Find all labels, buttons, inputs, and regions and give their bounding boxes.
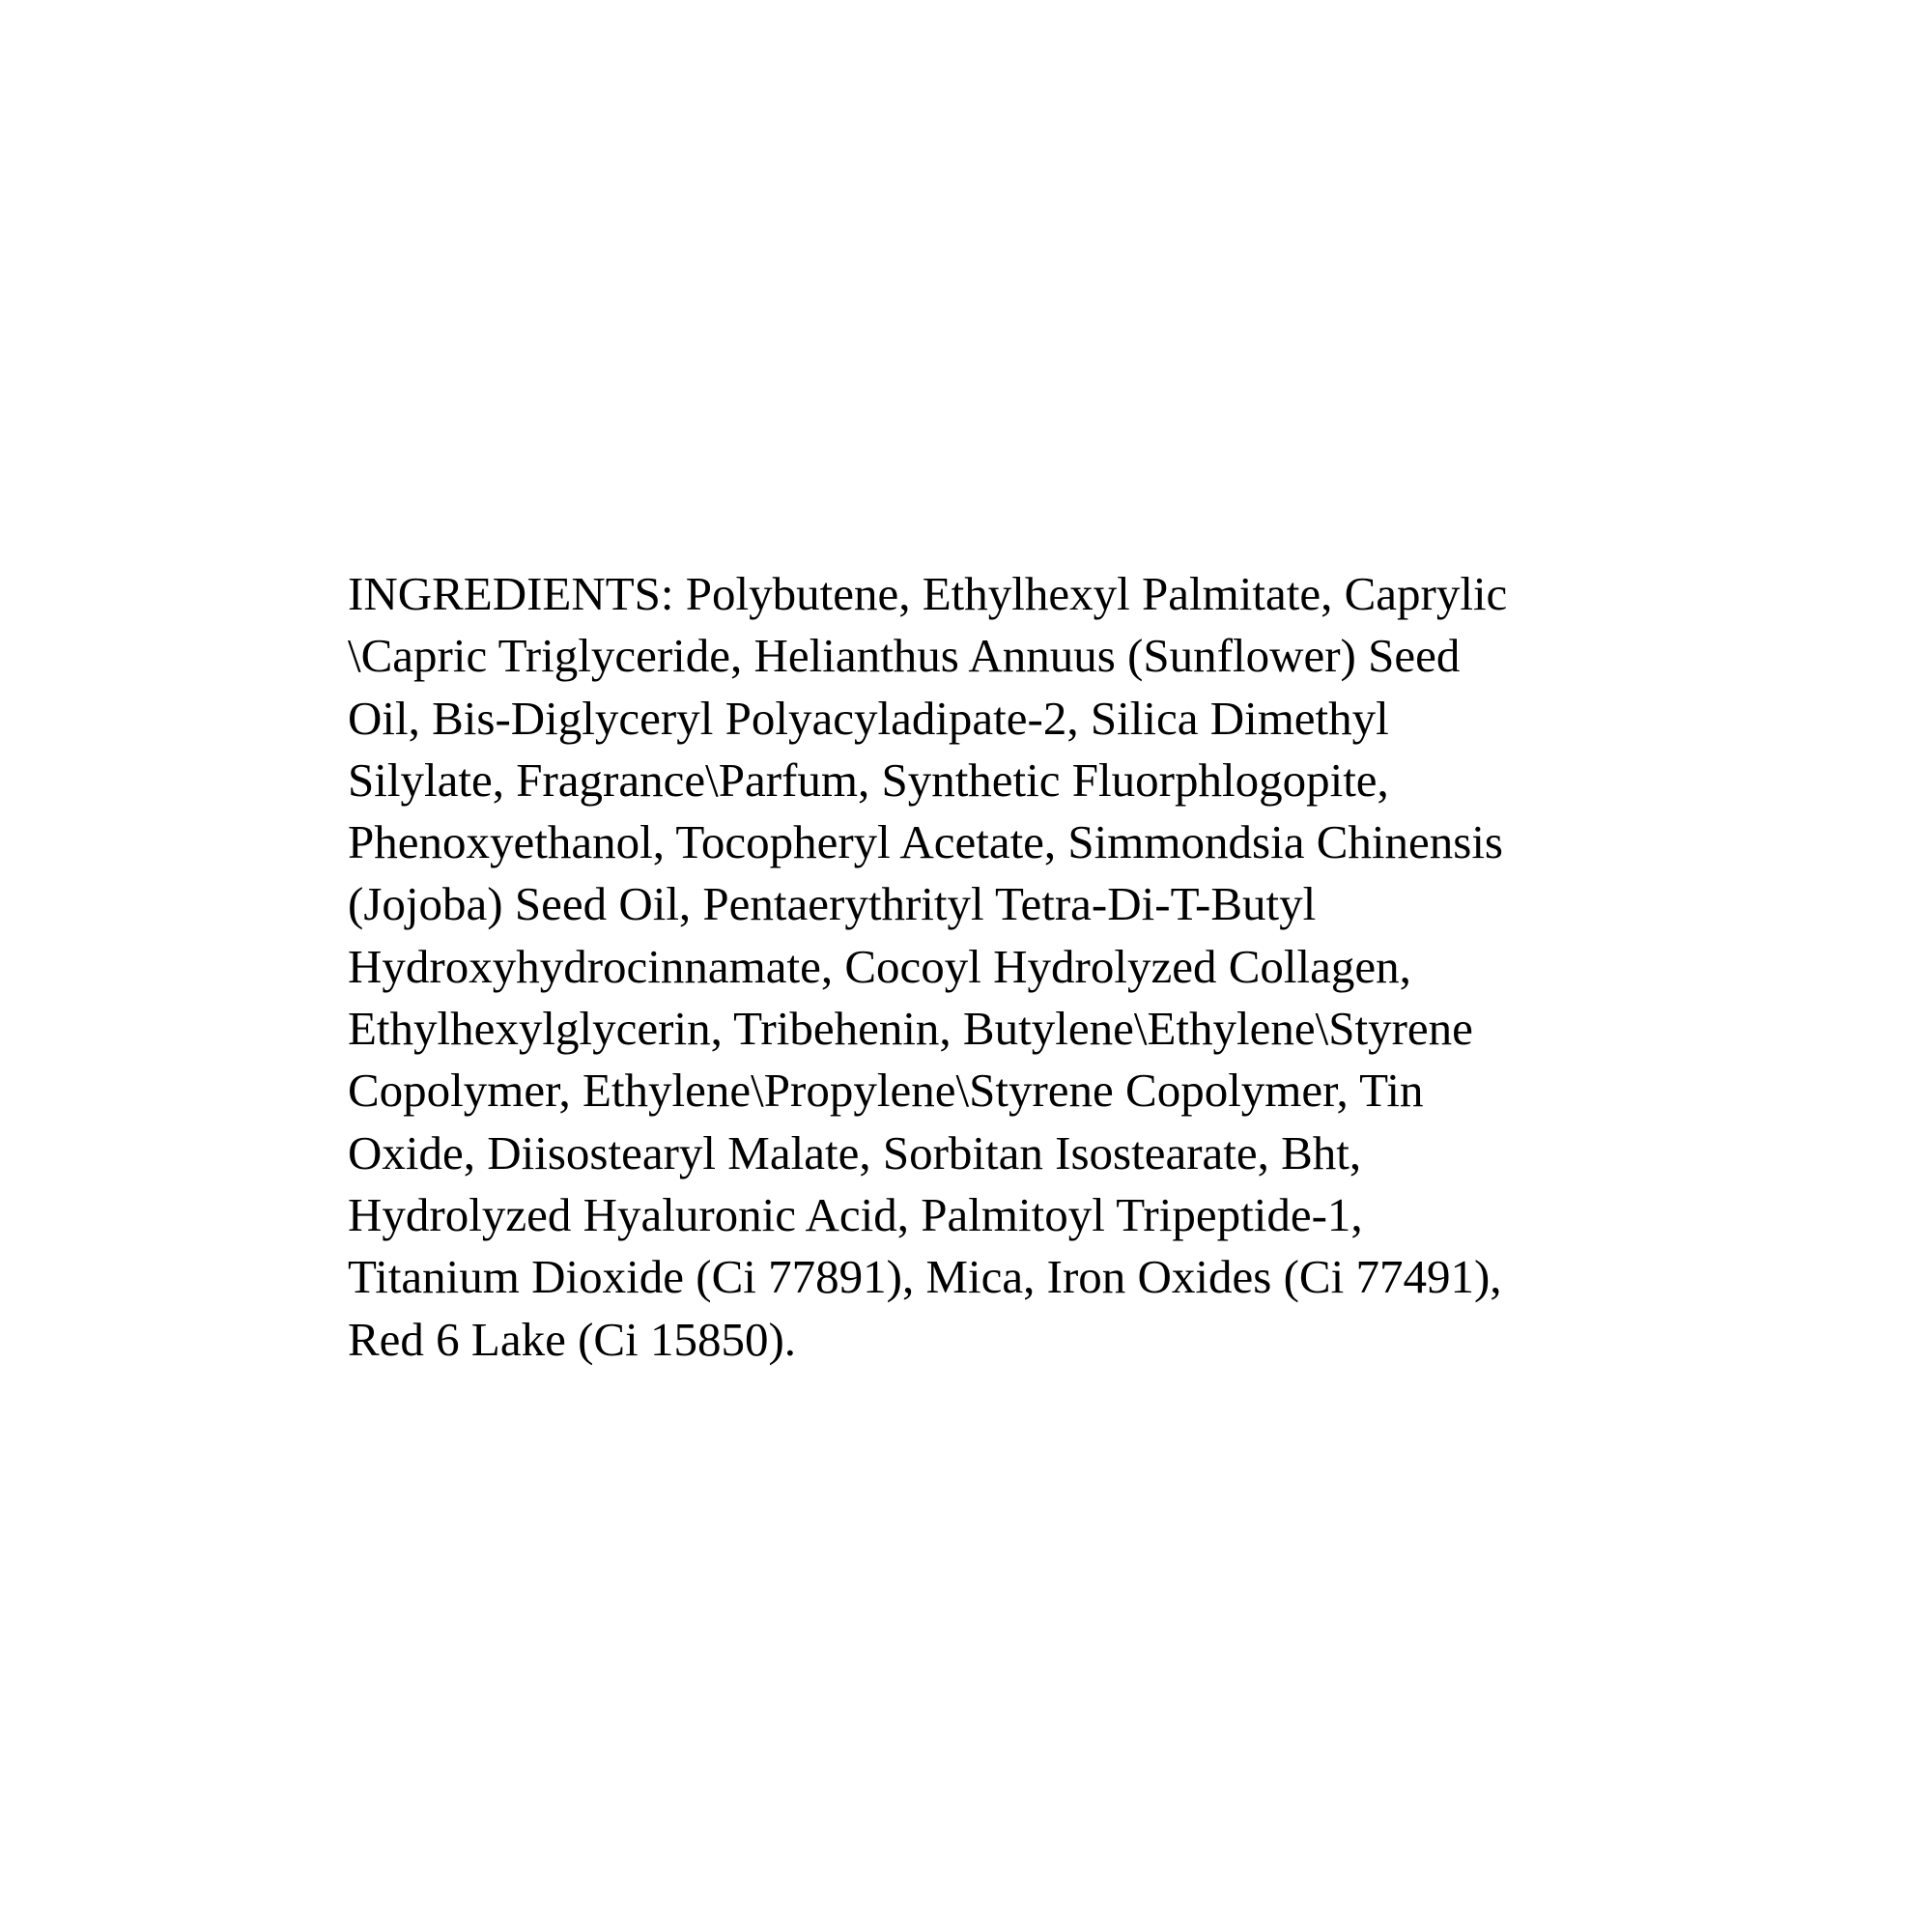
ingredients-line: Ethylhexylglycerin, Tribehenin, Butylene\Ethylene\Styrene xyxy=(348,1002,1473,1056)
ingredients-text-block xyxy=(348,563,1623,1371)
ingredients-line: Titanium Dioxide (Ci 77891), Mica, Iron Oxides (Ci 77491), xyxy=(348,1250,1502,1304)
ingredients-line: Oil, Bis-Diglyceryl Polyacyladipate-2, Silica Dimethyl xyxy=(348,691,1389,745)
ingredients-line: \Capric Triglyceride, Helianthus Annuus (Sunflower) Seed xyxy=(348,629,1461,683)
ingredients-line: (Jojoba) Seed Oil, Pentaerythrityl Tetra-Di-T-Butyl xyxy=(348,877,1317,931)
ingredients-line: Silylate, Fragrance\Parfum, Synthetic Fluorphlogopite, xyxy=(348,753,1389,807)
ingredients-line: Hydroxyhydrocinnamate, Cocoyl Hydrolyzed Collagen, xyxy=(348,939,1411,993)
ingredients-line: Copolymer, Ethylene\Propylene\Styrene Copolymer, Tin xyxy=(348,1064,1424,1118)
ingredients-line: INGREDIENTS: Polybutene, Ethylhexyl Palmitate, Caprylic xyxy=(348,567,1508,620)
ingredients-line: Red 6 Lake (Ci 15850). xyxy=(348,1312,797,1366)
ingredients-line: Hydrolyzed Hyaluronic Acid, Palmitoyl Tripeptide-1, xyxy=(348,1187,1363,1241)
ingredients-line: Phenoxyethanol, Tocopheryl Acetate, Simmondsia Chinensis xyxy=(348,815,1504,869)
ingredients-line: Oxide, Diisostearyl Malate, Sorbitan Isostearate, Bht, xyxy=(348,1125,1362,1179)
